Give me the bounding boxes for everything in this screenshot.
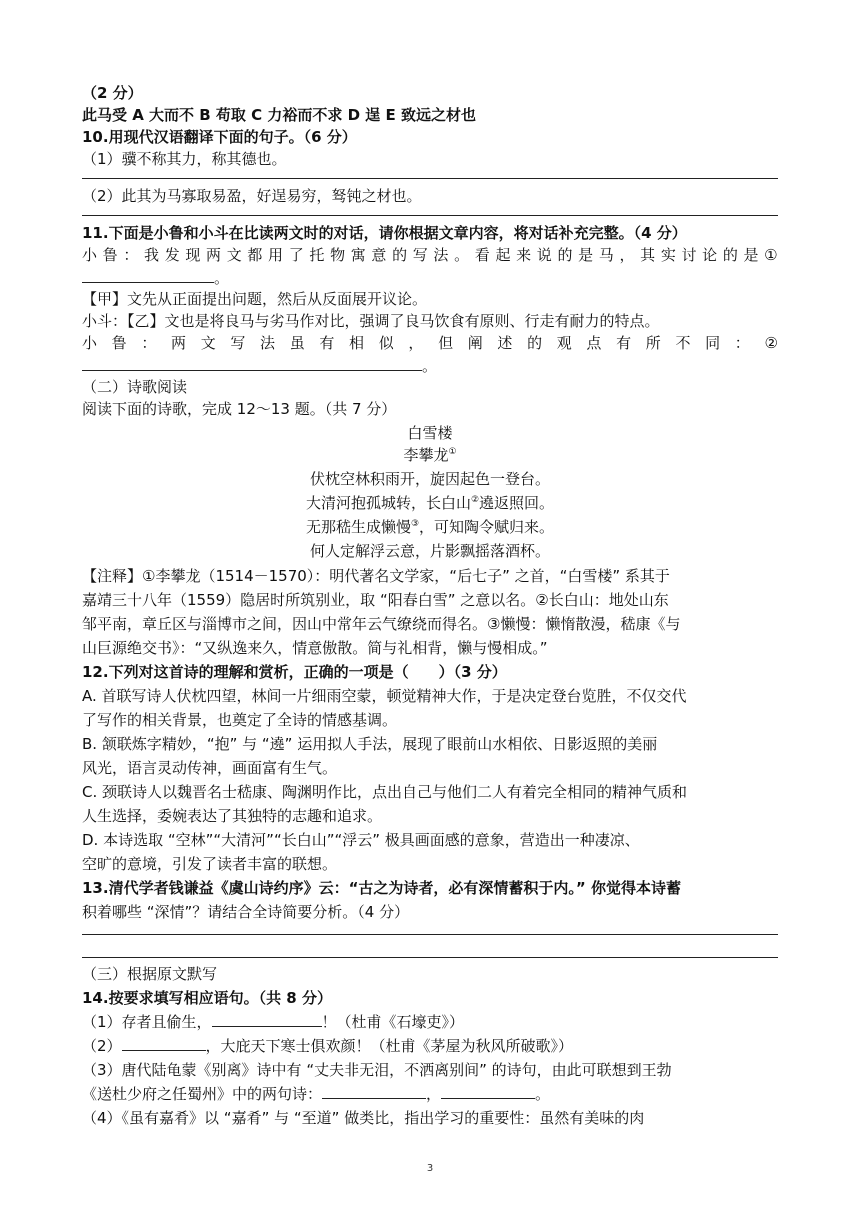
dialogue-char: 实 bbox=[660, 246, 676, 264]
dialogue-char: 意 bbox=[371, 246, 387, 264]
poem-line-2-a: 大清河抱孤城转，长白山 bbox=[305, 494, 471, 512]
dialogue-char: 文 bbox=[226, 246, 242, 264]
dialogue-char: 看 bbox=[474, 246, 490, 264]
q10-title: 10.用现代汉语翻译下面的句子。（6 分） bbox=[82, 128, 357, 146]
poem-line-2 bbox=[82, 492, 778, 514]
q12-option-a-1: A. 首联写诗人伏枕四望，林间一片细雨空蒙，顿觉精神大作，于是决定登台览胜，不仅交代 bbox=[82, 687, 687, 705]
q12-option-a-2: 了写作的相关背景，也奠定了全诗的情感基调。 bbox=[82, 711, 398, 729]
dialogue-char: 写 bbox=[230, 334, 246, 352]
poem-line-3-b: ，可知陶令赋归来。 bbox=[419, 518, 555, 536]
dialogue-char: ， bbox=[408, 334, 424, 352]
q14-item-1 bbox=[82, 1010, 778, 1034]
dialogue-char: 法 bbox=[260, 334, 276, 352]
q11-jia: 【甲】文先从正面提出问题，然后从反面展开议论。 bbox=[82, 290, 428, 308]
dialogue-char: 讨 bbox=[681, 246, 697, 264]
q12-title: 12.下列对这首诗的理解和赏析，正确的一项是（ ）（3 分） bbox=[82, 663, 507, 681]
dialogue-char: 虽 bbox=[289, 334, 305, 352]
q11-xiaodou: 小斗：【乙】文也是将良马与劣马作对比，强调了良马饮食有原则、行走有耐力的特点。 bbox=[82, 312, 660, 330]
item-1-suffix: ！（杜甫《石壕吏》） bbox=[321, 1013, 465, 1031]
dialogue-char: 写 bbox=[412, 246, 428, 264]
section-2-heading: （二）诗歌阅读 bbox=[82, 378, 188, 396]
dialogue-char: 鲁 bbox=[111, 334, 127, 352]
q13-title-2: 积着哪些 “深情”？请结合全诗简要分析。（4 分） bbox=[82, 903, 410, 921]
item-2-prefix: （2） bbox=[82, 1037, 122, 1055]
dialogue-char: 述 bbox=[497, 334, 513, 352]
q12-option-d-1: D. 本诗选取 “空林”“大清河”“长白山”“浮云” 极具画面感的意象，营造出一种凄凉、 bbox=[82, 831, 640, 849]
dialogue-char: 小 bbox=[82, 246, 98, 264]
dialogue-char: 发 bbox=[164, 246, 180, 264]
dialogue-char: 寓 bbox=[350, 246, 366, 264]
q9-options: 此马受 A 大而不 B 苟取 C 力裕而不求 D 逞 E 致远之材也 bbox=[82, 106, 476, 124]
q11-xiaolu-line-1 bbox=[82, 244, 778, 266]
fill-blank[interactable] bbox=[441, 1082, 535, 1099]
dialogue-char: 起 bbox=[495, 246, 511, 264]
q12-option-c-2: 人生选择，委婉表达了其独特的志趣和追求。 bbox=[82, 807, 383, 825]
dialogue-char: ： bbox=[734, 334, 750, 352]
q12-option-b-2: 风光，语言灵动传神，画面富有生气。 bbox=[82, 759, 338, 777]
dialogue-char: 的 bbox=[722, 246, 738, 264]
dialogue-char: 不 bbox=[675, 334, 691, 352]
note-marker: ① bbox=[448, 447, 457, 457]
poet-name: 李攀龙 bbox=[403, 446, 449, 464]
dialogue-char: 但 bbox=[438, 334, 454, 352]
dialogue-char: 。 bbox=[454, 246, 470, 264]
annotation-line-3: 邹平南，章丘区与淄博市之间，因山中常年云气缭绕而得名。③懒慢：懒惰散漫，嵇康《与 bbox=[82, 615, 681, 633]
q11-title: 11.下面是小鲁和小斗在比读两文时的对话，请你根据文章内容，将对话补充完整。（4 分） bbox=[82, 224, 687, 242]
q12-option-c-1: C. 颈联诗人以魏晋名士嵇康、陶渊明作比，点出自己与他们二人有着完全相同的精神气质和 bbox=[82, 783, 688, 801]
dialogue-char: 似 bbox=[378, 334, 394, 352]
dialogue-char: 的 bbox=[557, 246, 573, 264]
poem-line-4: 何人定解浮云意，片影飘摇落酒杯。 bbox=[309, 542, 550, 560]
dialogue-char: 其 bbox=[640, 246, 656, 264]
q12-option-b-1: B. 颔联炼字精妙，“抱” 与 “遶” 运用拟人手法，展现了眼前山水相依、日影返照的美丽 bbox=[82, 735, 658, 753]
dialogue-char: ： bbox=[141, 334, 157, 352]
poem-line-3 bbox=[82, 516, 778, 538]
dialogue-char: 法 bbox=[433, 246, 449, 264]
q10-sentence-1: （1）骥不称其力，称其德也。 bbox=[82, 150, 287, 168]
dialogue-char: 相 bbox=[349, 334, 365, 352]
q14-item-4: （4）《虽有嘉肴》以 “嘉肴” 与 “至道” 做类比，指出学习的重要性：虽然有美味的肉 bbox=[82, 1109, 645, 1127]
dialogue-char: 物 bbox=[330, 246, 346, 264]
q14-item-2 bbox=[82, 1034, 778, 1058]
dialogue-char: 托 bbox=[309, 246, 325, 264]
item-2-suffix: ，大庇天下寒士俱欢颜！（杜甫《茅屋为秋风所破歌》） bbox=[205, 1037, 574, 1055]
dialogue-char: 是 bbox=[743, 246, 759, 264]
fill-blank[interactable] bbox=[322, 1082, 426, 1099]
period: 。 bbox=[214, 269, 230, 287]
q11-xiaolu-line-2 bbox=[82, 332, 778, 354]
poem-poet bbox=[82, 444, 778, 466]
dialogue-char: 了 bbox=[288, 246, 304, 264]
poem-line-1: 伏枕空林积雨开，旋因起色一登台。 bbox=[309, 470, 550, 488]
dialogue-char: 的 bbox=[527, 334, 543, 352]
fill-blank-1[interactable] bbox=[82, 266, 214, 283]
score-note: （2 分） bbox=[82, 84, 143, 102]
poem-title: 白雪楼 bbox=[407, 424, 453, 442]
dialogue-char: ① bbox=[764, 246, 778, 264]
annotation-line-1: 【注释】①李攀龙（1514－1570）：明代著名文学家，“后七子” 之首，“白雪楼” 系其于 bbox=[82, 567, 670, 585]
dialogue-char: 说 bbox=[536, 246, 552, 264]
q14-item-3-line-2 bbox=[82, 1082, 778, 1106]
dialogue-char: 点 bbox=[586, 334, 602, 352]
fill-blank-2[interactable] bbox=[82, 354, 422, 371]
poem-line-2-b: 遶返照回。 bbox=[479, 494, 555, 512]
dialogue-char: ： bbox=[123, 246, 139, 264]
dialogue-char: 鲁 bbox=[102, 246, 118, 264]
dialogue-char: 有 bbox=[319, 334, 335, 352]
dialogue-char: 用 bbox=[268, 246, 284, 264]
dialogue-char: 都 bbox=[247, 246, 263, 264]
period: 。 bbox=[535, 1085, 551, 1103]
q11-blank-1-line bbox=[82, 266, 778, 288]
dialogue-char: 现 bbox=[185, 246, 201, 264]
q12-option-d-2: 空旷的意境，引发了读者丰富的联想。 bbox=[82, 855, 338, 873]
dialogue-char: 小 bbox=[82, 334, 98, 352]
q13-title-1: 13.清代学者钱谦益《虞山诗约序》云：“古之为诗者，必有深情蓄积于内。” 你觉得本诗蓄 bbox=[82, 879, 682, 897]
q14-title: 14.按要求填写相应语句。（共 8 分） bbox=[82, 989, 332, 1007]
page-number: 3 bbox=[426, 1163, 434, 1174]
annotation-line-2: 嘉靖三十八年（1559）隐居时所筑别业，取 “阳春白雪” 之意以名。②长白山：地处山东 bbox=[82, 591, 669, 609]
dialogue-char: 来 bbox=[516, 246, 532, 264]
fill-blank[interactable] bbox=[212, 1010, 322, 1027]
dialogue-char: 有 bbox=[616, 334, 632, 352]
item-3-prefix: 《送杜少府之任蜀州》中的两句诗： bbox=[82, 1085, 323, 1103]
dialogue-char: ， bbox=[619, 246, 635, 264]
dialogue-char: 所 bbox=[645, 334, 661, 352]
dialogue-char: 马 bbox=[598, 246, 614, 264]
dialogue-char: 阐 bbox=[467, 334, 483, 352]
dialogue-char: ② bbox=[764, 334, 778, 352]
note-marker: ② bbox=[470, 495, 480, 505]
dialogue-char: 两 bbox=[171, 334, 187, 352]
q10-sentence-2: （2）此其为马寡取易盈，好逞易穷，驽钝之材也。 bbox=[82, 187, 422, 205]
comma: ， bbox=[426, 1085, 442, 1103]
dialogue-char: 的 bbox=[392, 246, 408, 264]
dialogue-char: 是 bbox=[578, 246, 594, 264]
dialogue-char: 文 bbox=[200, 334, 216, 352]
poem-line-3-a: 无那嵇生成懒慢 bbox=[305, 518, 411, 536]
section-3-heading: （三）根据原文默写 bbox=[82, 965, 218, 983]
dialogue-char: 同 bbox=[705, 334, 721, 352]
annotation-line-4: 山巨源绝交书》：“又纵逸来久，情意傲散。简与礼相背，懒与慢相成。” bbox=[82, 639, 548, 657]
item-1-prefix: （1）存者且偷生， bbox=[82, 1013, 212, 1031]
fill-blank[interactable] bbox=[122, 1034, 206, 1051]
period: 。 bbox=[422, 357, 438, 375]
dialogue-char: 两 bbox=[206, 246, 222, 264]
note-marker: ③ bbox=[410, 519, 420, 529]
section-2-intro: 阅读下面的诗歌，完成 12～13 题。（共 7 分） bbox=[82, 400, 397, 418]
dialogue-char: 观 bbox=[556, 334, 572, 352]
q14-item-3-line-1: （3）唐代陆龟蒙《别离》诗中有 “丈夫非无泪，不洒离别间” 的诗句，由此可联想到王勃 bbox=[82, 1061, 672, 1079]
q11-blank-2-line bbox=[82, 354, 778, 376]
exam-page bbox=[82, 82, 778, 1130]
dialogue-char: 论 bbox=[702, 246, 718, 264]
dialogue-char: 我 bbox=[144, 246, 160, 264]
